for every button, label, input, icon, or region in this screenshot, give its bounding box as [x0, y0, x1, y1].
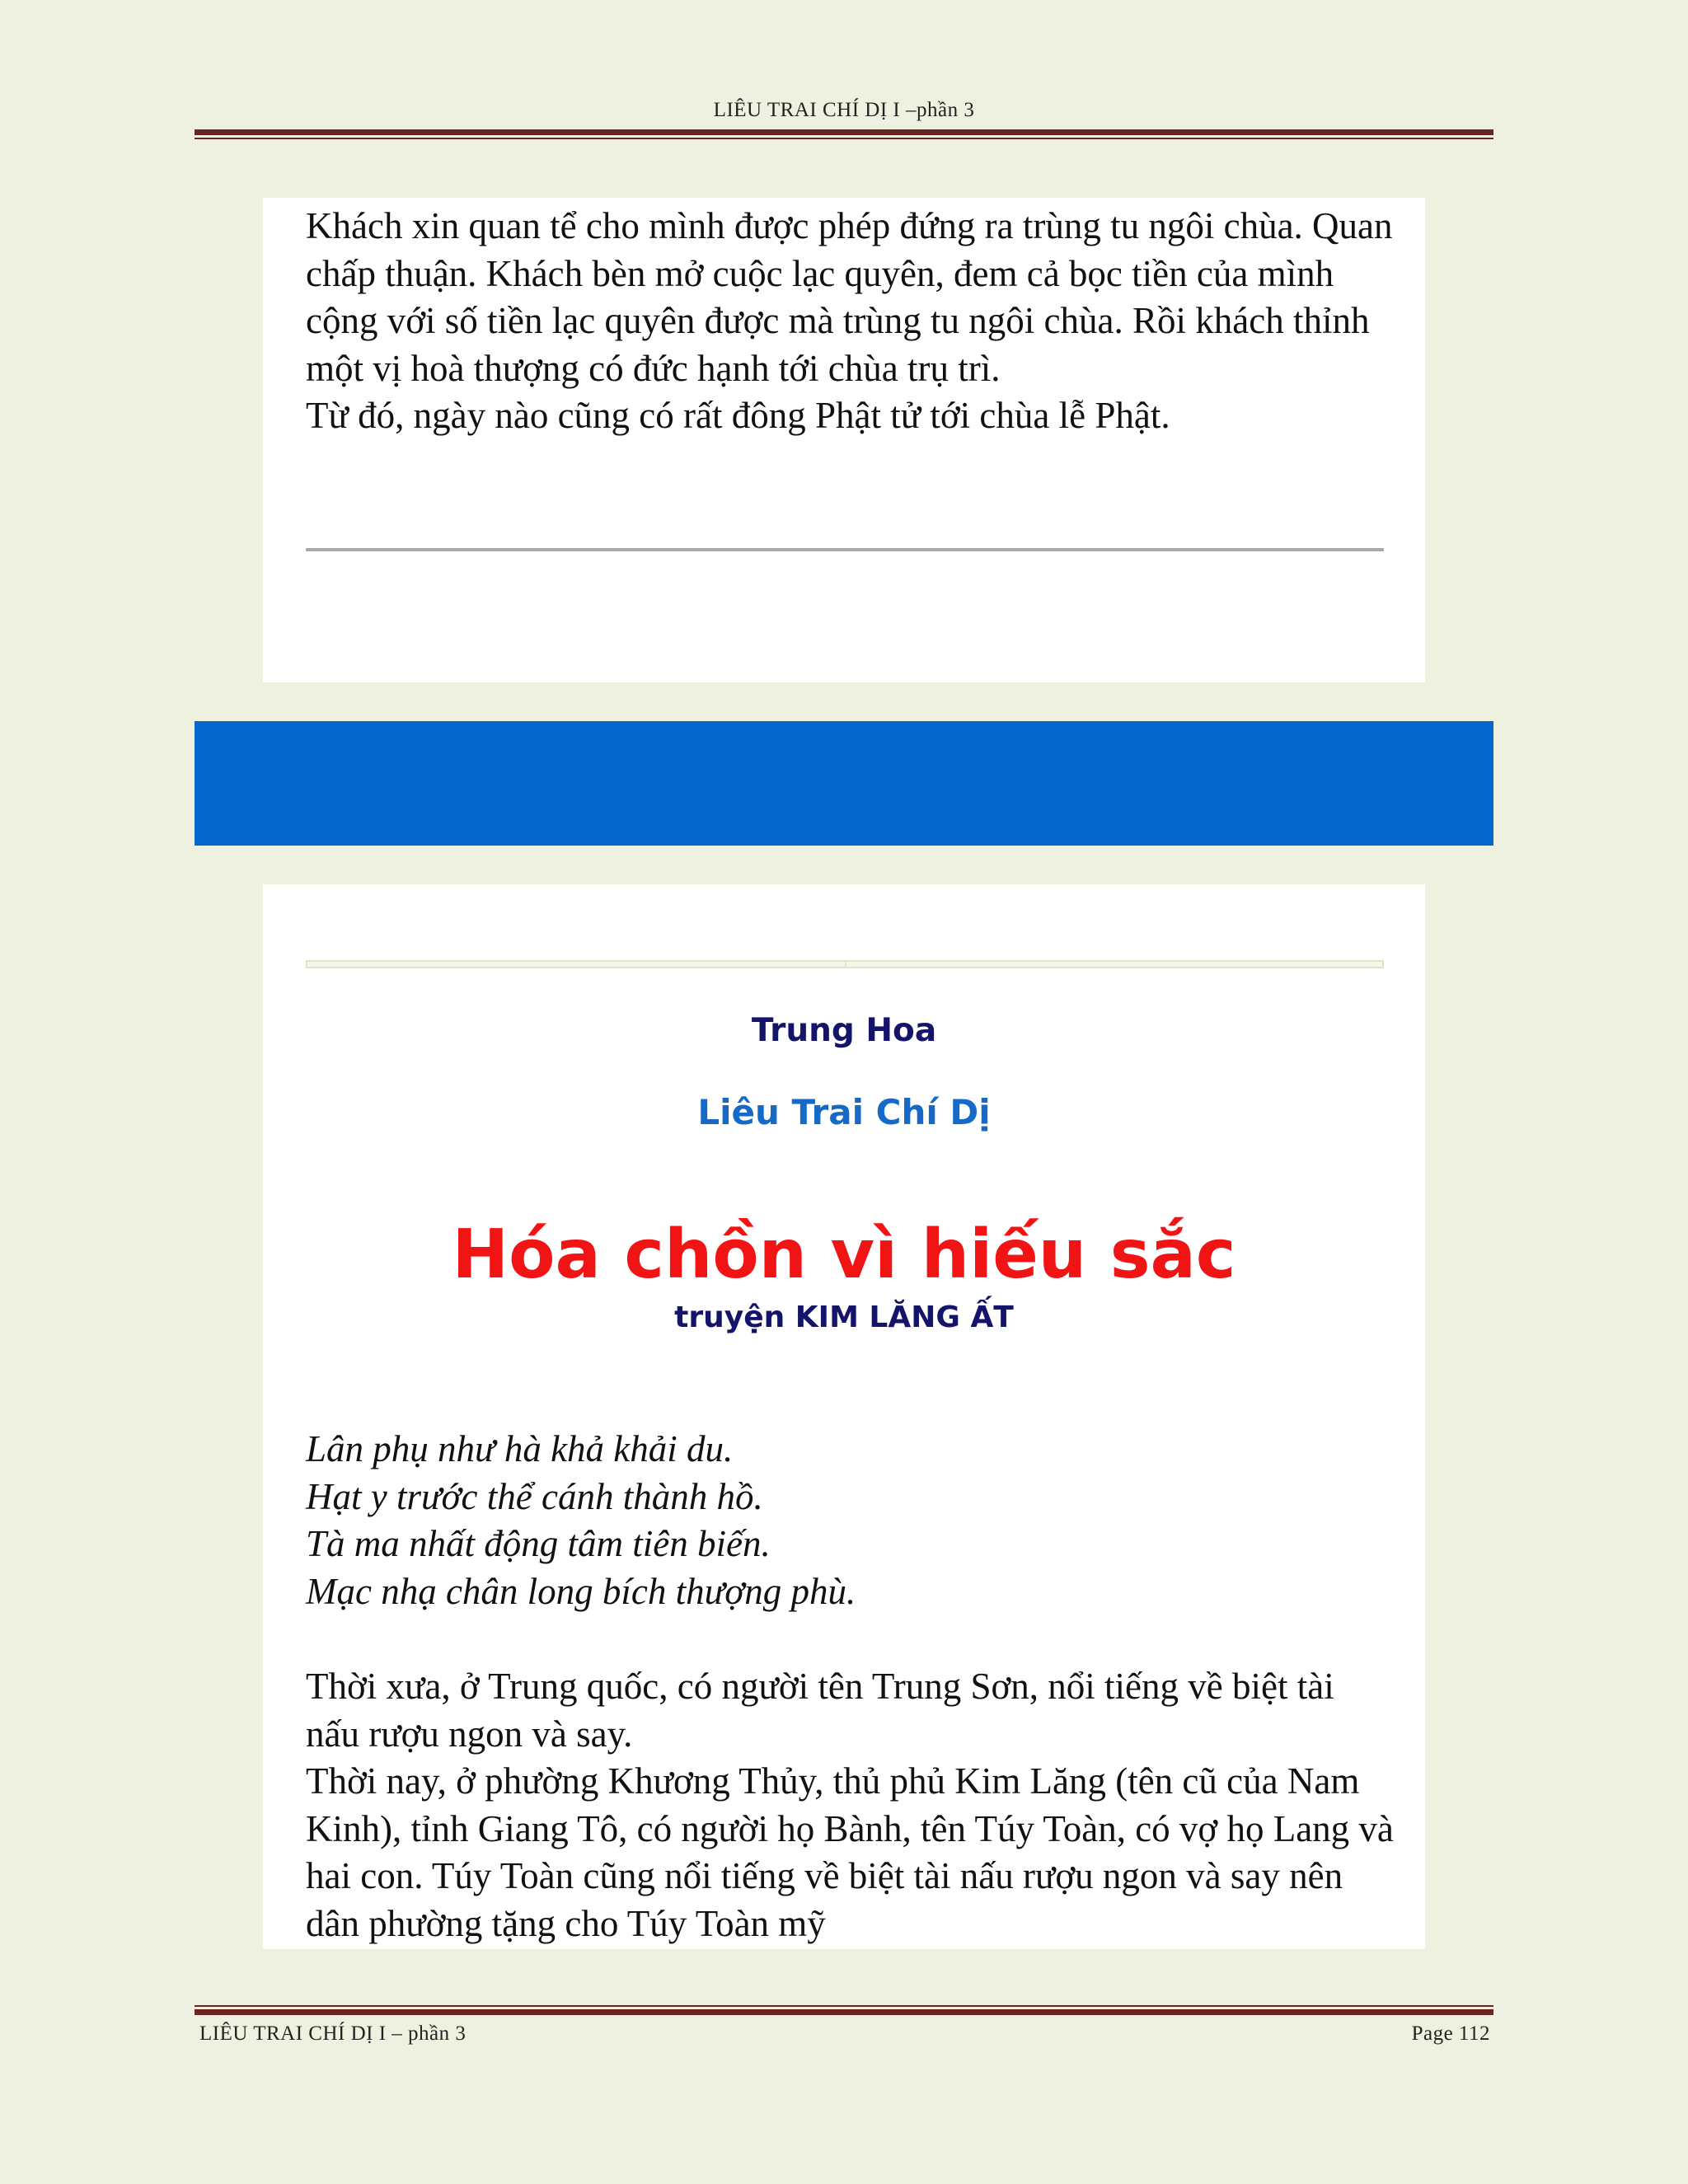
series-title: Liêu Trai Chí Dị: [697, 1092, 991, 1132]
footer-rule-thin: [195, 2005, 1493, 2007]
paragraph: Thời xưa, ở Trung quốc, có người tên Trung Sơn, nổi tiếng về biệt tài nấu rượu ngon và say.: [306, 1666, 1334, 1755]
page-number: Page 112: [1411, 2022, 1490, 2045]
poem-line: Lân phụ như hà khả khải du.: [306, 1428, 734, 1469]
story-subtitle: truyện KIM LĂNG ẤT: [674, 1301, 1014, 1334]
poem-line: Hạt y trước thể cánh thành hồ.: [306, 1475, 763, 1517]
poem-line: Mạc nhạ chân long bích thượng phù.: [306, 1570, 856, 1612]
story-title: Hóa chồn vì hiếu sắc: [452, 1216, 1236, 1294]
previous-story-text: [306, 203, 1394, 440]
paragraph: Khách xin quan tể cho mình được phép đứng ra trùng tu ngôi chùa. Quan chấp thuận. Khách bèn mở cuộc lạc quyên, đem cả bọc tiền của mình cộng với số tiền lạc quyên được mà trùng tu ngôi chùa. Rồi khách thỉnh một vị hoà thượng có đức hạnh tới chùa trụ trì.: [306, 205, 1393, 389]
poem-line: Tà ma nhất động tâm tiên biến.: [306, 1523, 771, 1564]
story-origin: Trung Hoa: [751, 1012, 937, 1049]
header-rule-thin: [195, 138, 1493, 139]
header-rule-thick: [195, 129, 1493, 135]
previous-story-panel: [263, 198, 1425, 682]
section-divider: [306, 548, 1384, 551]
story-panel: [263, 884, 1425, 1949]
paragraph: Thời nay, ở phường Khương Thủy, thủ phủ Kim Lăng (tên cũ của Nam Kinh), tỉnh Giang Tô, có người họ Bành, tên Túy Toàn, có vợ họ Lang và hai con. Túy Toàn cũng nổi tiếng về biệt tài nấu rượu ngon và say nên dân phường tặng cho Túy Toàn mỹ: [306, 1760, 1394, 1944]
poem: [306, 1426, 1394, 1615]
blue-banner: [195, 721, 1493, 846]
paragraph: Từ đó, ngày nào cũng có rất đông Phật tử tới chùa lễ Phật.: [306, 395, 1170, 436]
page-header-title: LIÊU TRAI CHÍ DỊ I –phần 3: [713, 99, 975, 121]
footer-title: LIÊU TRAI CHÍ DỊ I – phần 3: [199, 2022, 467, 2045]
decorative-divider: [306, 960, 1384, 968]
story-body: [306, 1663, 1394, 1947]
footer-rule-thick: [195, 2009, 1493, 2015]
